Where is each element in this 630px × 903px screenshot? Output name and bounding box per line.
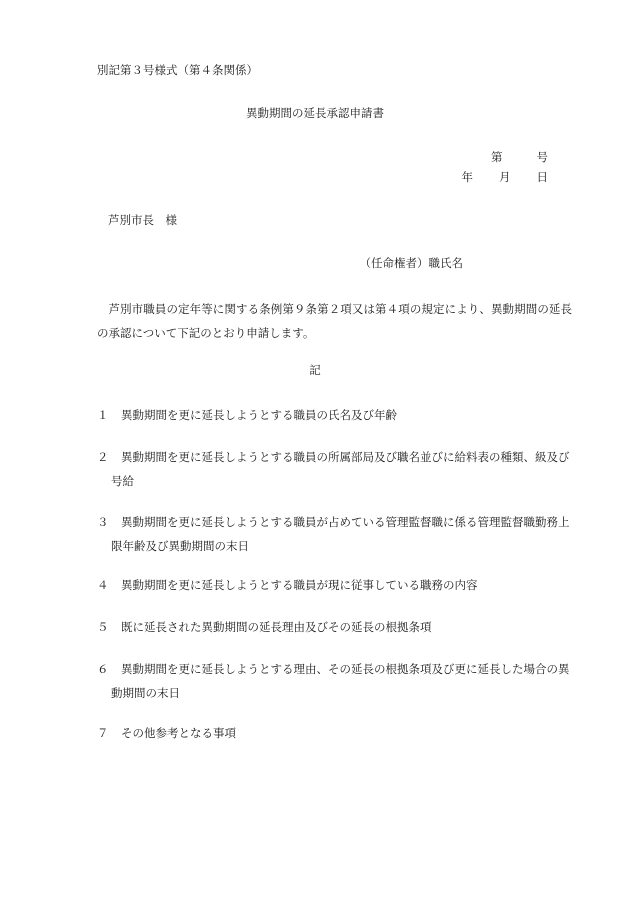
item-number: １	[97, 408, 109, 422]
list-item	[97, 573, 573, 597]
item-text: 異動期間を更に延長しようとする職員が現に従事している職務の内容	[121, 578, 478, 592]
addressee: 芦別市長 様	[108, 213, 177, 227]
list-item	[97, 403, 573, 427]
item-text: 既に延長された異動期間の延長理由及びその延長の根拠条項	[121, 620, 432, 634]
item-number: ４	[97, 578, 109, 592]
item-text: 異動期間を更に延長しようとする理由、その延長の根拠条項及び更に延長した場合の異動期間の末日	[111, 662, 570, 700]
sender: （任命権者）職氏名	[359, 256, 463, 270]
item-number: ３	[97, 515, 109, 529]
document-title: 異動期間の延長承認申請書	[246, 106, 384, 120]
item-number: ７	[97, 726, 109, 740]
list-item	[97, 445, 573, 493]
item-number: ５	[97, 620, 109, 634]
item-text: その他参考となる事項	[121, 726, 236, 740]
number-dai: 第	[491, 150, 503, 164]
item-number: ２	[97, 450, 109, 464]
date-month: 月	[499, 170, 511, 184]
document-number-line	[491, 152, 548, 164]
number-go: 号	[536, 150, 548, 164]
date-year: 年	[461, 170, 473, 184]
item-text: 異動期間を更に延長しようとする職員が占めている管理監督職に係る管理監督職勤務上限年齢及び異動期間の末日	[111, 515, 570, 553]
list-item	[97, 657, 573, 705]
ki-heading: 記	[309, 363, 321, 377]
list-item	[97, 721, 573, 745]
item-text: 異動期間を更に延長しようとする職員の氏名及び年齢	[121, 408, 397, 422]
list-item	[97, 615, 573, 639]
item-text: 異動期間を更に延長しようとする職員の所属部局及び職名並びに給料表の種類、級及び号給	[111, 450, 570, 488]
body-paragraph: 芦別市職員の定年等に関する条例第９条第２項又は第４項の規定により、異動期間の延長の承認について下記のとおり申請します。	[97, 302, 572, 340]
list-item	[97, 510, 573, 558]
item-number: ６	[97, 662, 109, 676]
document-date-line	[462, 172, 549, 184]
date-day: 日	[536, 170, 548, 184]
form-label: 別記第３号様式（第４条関係）	[97, 63, 258, 77]
